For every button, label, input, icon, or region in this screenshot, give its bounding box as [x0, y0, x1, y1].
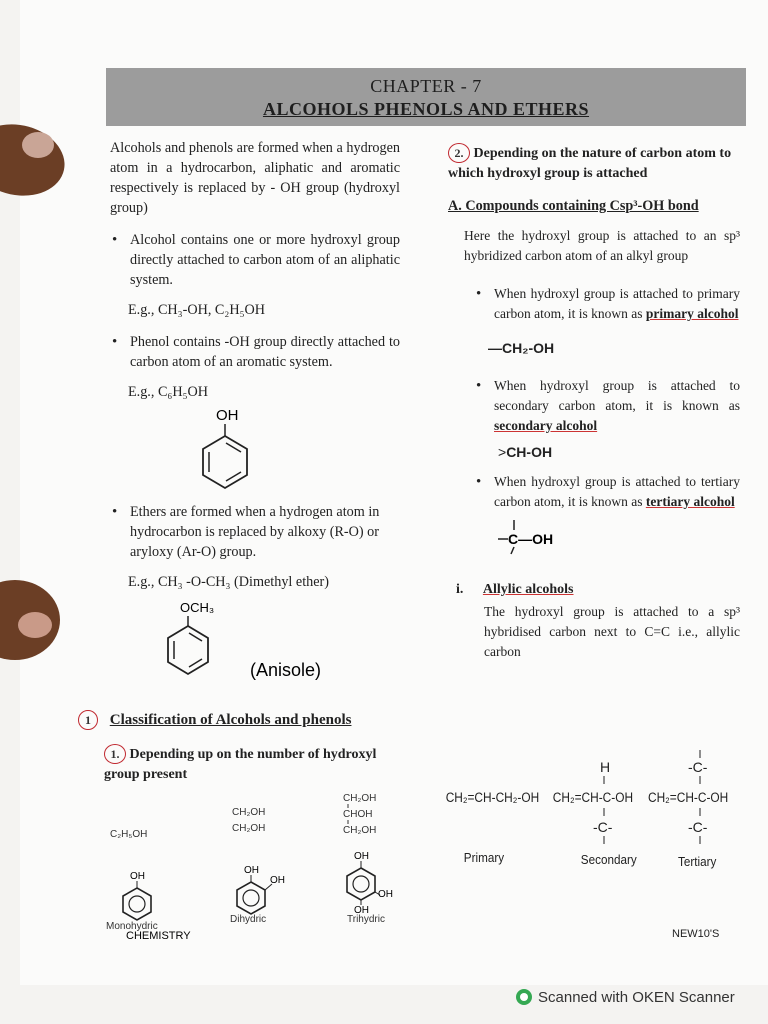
allyl-secondary-c: -C- — [593, 819, 613, 835]
finger-top-nail — [22, 132, 54, 158]
tertiary-term: tertiary alcohol — [645, 494, 735, 509]
di-formula-1: CH₂OH — [232, 807, 266, 818]
tri-label: Trihydric — [347, 914, 385, 925]
sub1-title: Depending up on the number of hydroxyl group present — [104, 747, 377, 782]
allyl-tertiary-formula: CH₂=CH-C-OH — [648, 789, 729, 806]
phenol-oh-label: OH — [216, 407, 239, 424]
ether-bullet: • Ethers are formed when a hydrogen atom in hydrocarbon is replaced by alkoxy (R-O) or aryloxy (Ar-O) group. — [110, 502, 400, 562]
scanner-text: Scanned with OKEN Scanner — [538, 989, 735, 1006]
alcohol-bullet: • Alcohol contains one or more hydroxyl group directly attached to carbon atom of an aliphatic system. — [110, 230, 400, 290]
chapter-number: CHAPTER - 7 — [370, 76, 482, 96]
tri-formula-3: CH₂OH — [343, 825, 377, 836]
anisole-och3-label: OCH₃ — [180, 600, 215, 615]
subA-heading: A. Compounds containing Csp³-OH bond — [448, 198, 699, 214]
phenol-structure — [180, 404, 340, 500]
tri-formula-2: CHOH — [343, 809, 373, 820]
tertiary-formula — [494, 516, 614, 556]
allylic-number: i. — [456, 582, 464, 597]
sub1-heading — [104, 744, 400, 785]
finger-bottom-nail — [18, 612, 52, 638]
phenol-bullet: • Phenol contains -OH group directly attached to carbon atom of an aromatic system. — [110, 332, 400, 372]
anisole-structure — [110, 596, 400, 686]
allyl-secondary-label: Secondary — [580, 852, 637, 868]
allyl-tertiary-c-bottom: -C- — [688, 819, 708, 835]
classification-heading — [78, 710, 408, 730]
chapter-title: ALCOHOLS PHENOLS AND ETHERS — [262, 99, 590, 119]
di-formula-2: CH₂OH — [232, 823, 266, 834]
allylic-structures — [444, 750, 754, 880]
tertiary-bullet — [474, 472, 740, 512]
chapter-header — [106, 68, 746, 126]
primary-bullet-text: When hydroxyl group is attached to primary carbon atom, it is known as — [494, 286, 740, 321]
allyl-secondary-formula: CH₂=CH-C-OH — [552, 789, 634, 806]
intro-paragraph: Alcohols and phenols are formed when a hydrogen atom in a hydrocarbon, aliphatic and aromatic respectively is replaced by - OH group (hydroxyl group) — [110, 140, 400, 216]
anisole-label: (Anisole) — [250, 660, 322, 680]
sec2-title: Depending on the nature of carbon atom to which hydroxyl group is attached — [448, 146, 732, 181]
phenol-example: E.g., C₆H₅OH — [128, 384, 209, 400]
footer-chemistry: CHEMISTRY — [126, 930, 191, 942]
allyl-tertiary-label: Tertiary — [678, 854, 717, 870]
sec2-circle-number: 2. — [448, 143, 470, 163]
svg-text:C—OH: C—OH — [508, 531, 554, 547]
tri-oh-2: OH — [378, 889, 393, 900]
classification-circle-number: 1 — [78, 710, 98, 730]
di-oh-1: OH — [244, 865, 259, 876]
allyl-secondary-h: H — [600, 759, 611, 775]
secondary-term: secondary alcohol — [494, 418, 598, 433]
oken-logo-icon — [516, 989, 532, 1005]
hydroxyl-count-structures — [104, 785, 414, 945]
tri-formula-1: CH₂OH — [343, 793, 377, 804]
tri-oh-1: OH — [354, 851, 369, 862]
di-oh-2: OH — [270, 875, 285, 886]
ether-example: E.g., CH₃ -O-CH₃ (Dimethyl ether) — [128, 574, 329, 590]
classification-title: Classification of Alcohols and phenols — [109, 712, 352, 728]
left-column — [110, 138, 400, 686]
allyl-tertiary-c-top: -C- — [688, 759, 708, 775]
primary-term: primary alcohol — [645, 306, 739, 321]
alcohol-example: E.g., CH₃-OH, C₂H₅OH — [128, 302, 266, 318]
right-column — [448, 143, 740, 662]
primary-bullet — [474, 284, 740, 324]
secondary-formula: >CH-OH — [498, 444, 553, 460]
mono-oh: OH — [130, 871, 145, 882]
subA-description: Here the hydroxyl group is attached to an sp³ hybridized carbon atom of an alkyl group — [464, 228, 740, 263]
secondary-bullet — [474, 376, 740, 436]
mono-label: Monohydric — [106, 921, 158, 932]
allyl-primary-label: Primary — [463, 850, 505, 866]
tri-oh-3: OH — [354, 905, 369, 916]
mono-formula: C₂H₅OH — [110, 829, 148, 840]
primary-formula: —CH₂-OH — [488, 340, 555, 356]
scanner-watermark — [516, 989, 735, 1006]
secondary-bullet-text: When hydroxyl group is attached to secondary carbon atom, it is known as — [494, 378, 740, 413]
allylic-description: The hydroxyl group is attached to a sp³ hybridised carbon next to C=C i.e., allylic carbon — [484, 604, 740, 659]
allylic-title: Allylic alcohols — [482, 582, 574, 597]
sec2-heading — [448, 143, 740, 184]
allylic-heading — [456, 580, 740, 600]
di-label: Dihydric — [230, 914, 267, 925]
allyl-primary-formula: CH₂=CH-CH₂-OH — [445, 789, 540, 806]
footer-brand: NEW10'S — [672, 928, 720, 940]
sub1-circle-number: 1. — [104, 744, 126, 764]
tertiary-bullet-text: When hydroxyl group is attached to tertiary carbon atom, it is known as — [494, 474, 740, 509]
